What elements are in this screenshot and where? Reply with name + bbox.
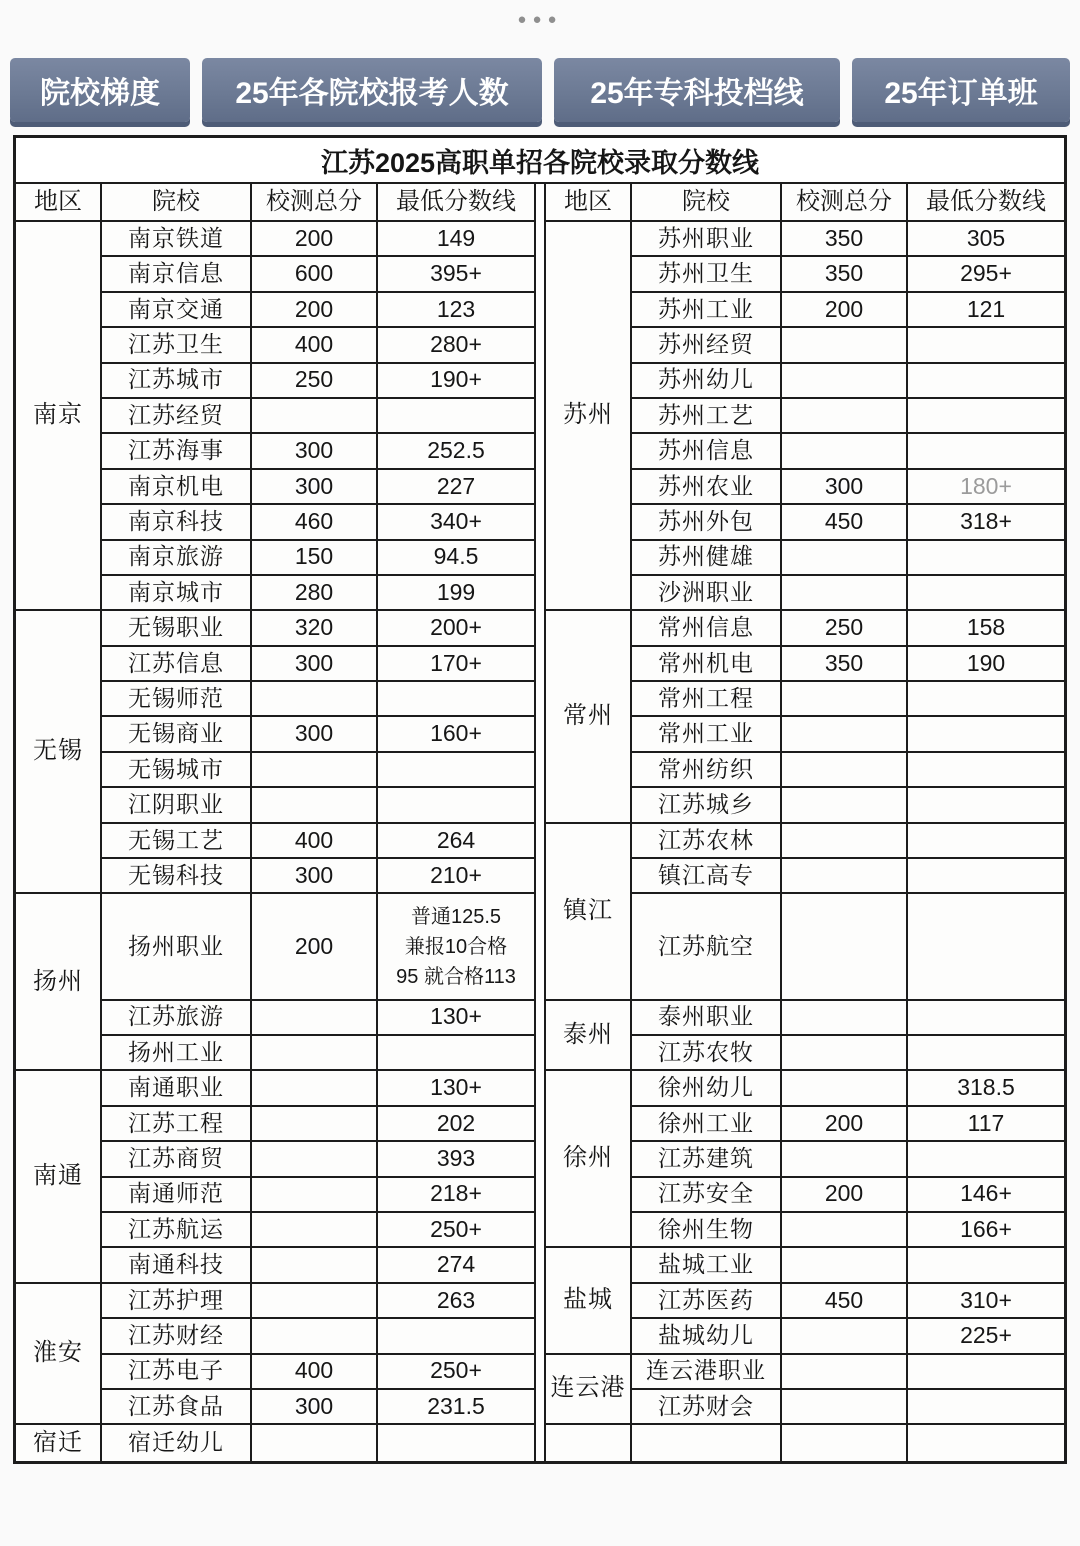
total-score-cell [252, 788, 378, 823]
total-score-cell [252, 1071, 378, 1106]
total-score-cell [782, 576, 908, 611]
column-header: 院校 [632, 184, 782, 222]
min-score-line: 兼报10合格 [404, 935, 508, 958]
min-score-cell [908, 1001, 1064, 1036]
total-score-cell [782, 541, 908, 576]
tab-vocational-admission-line-2025[interactable]: 25年专科投档线 [554, 58, 840, 122]
column-header: 校测总分 [782, 184, 908, 222]
region-cell: 盐城 [546, 1248, 632, 1354]
total-score-cell: 200 [252, 894, 378, 1000]
table-title: 江苏2025高职单招各院校录取分数线 [16, 138, 1064, 184]
school-cell: 江苏财会 [632, 1390, 782, 1425]
school-cell: 江苏农牧 [632, 1036, 782, 1071]
min-score-cell [908, 364, 1064, 399]
total-score-cell [782, 1213, 908, 1248]
min-score-cell [908, 717, 1064, 752]
table-left-half [16, 184, 536, 1461]
min-score-cell: 218+ [378, 1178, 534, 1213]
min-score-cell: 274 [378, 1248, 534, 1283]
school-cell: 徐州幼儿 [632, 1071, 782, 1106]
min-score-cell: 250+ [378, 1355, 534, 1390]
tab-school-gradient[interactable]: 院校梯度 [10, 58, 190, 122]
total-score-cell [252, 1178, 378, 1213]
total-score-cell [782, 1248, 908, 1283]
school-cell: 南京城市 [102, 576, 252, 611]
min-score-cell: 190+ [378, 364, 534, 399]
total-score-cell: 350 [782, 222, 908, 257]
total-score-cell [782, 894, 908, 1000]
min-score-cell [378, 894, 534, 1000]
min-score-cell: 393 [378, 1142, 534, 1177]
tab-applicant-counts-2025[interactable]: 25年各院校报考人数 [202, 58, 542, 122]
school-cell: 南通师范 [102, 1178, 252, 1213]
total-score-cell: 450 [782, 1284, 908, 1319]
school-cell: 江苏工程 [102, 1107, 252, 1142]
region-cell [546, 1425, 632, 1460]
min-score-cell: 130+ [378, 1071, 534, 1106]
total-score-cell: 300 [252, 434, 378, 469]
min-score-cell [908, 1425, 1064, 1460]
min-score-cell [378, 753, 534, 788]
total-score-cell: 320 [252, 611, 378, 646]
min-score-cell [378, 1036, 534, 1071]
school-cell: 江苏海事 [102, 434, 252, 469]
table-middle-divider [536, 184, 544, 1461]
school-cell: 南京铁道 [102, 222, 252, 257]
region-cell: 无锡 [16, 611, 102, 894]
school-cell: 苏州农业 [632, 470, 782, 505]
school-cell: 苏州工业 [632, 293, 782, 328]
min-score-cell [908, 682, 1064, 717]
min-score-cell: 252.5 [378, 434, 534, 469]
min-score-cell [908, 753, 1064, 788]
total-score-cell: 280 [252, 576, 378, 611]
total-score-cell: 200 [782, 1107, 908, 1142]
school-cell: 常州纺织 [632, 753, 782, 788]
total-score-cell [782, 1355, 908, 1390]
total-score-cell [252, 1284, 378, 1319]
school-cell: 常州信息 [632, 611, 782, 646]
school-cell: 江苏商贸 [102, 1142, 252, 1177]
total-score-cell [252, 1319, 378, 1354]
school-cell: 南京交通 [102, 293, 252, 328]
total-score-cell: 460 [252, 505, 378, 540]
min-score-cell [908, 894, 1064, 1000]
school-cell [632, 1425, 782, 1460]
table-right-half [544, 184, 1064, 1461]
min-score-cell: 94.5 [378, 541, 534, 576]
min-score-cell [908, 576, 1064, 611]
total-score-cell: 250 [782, 611, 908, 646]
school-cell: 江苏农林 [632, 824, 782, 859]
min-score-cell: 199 [378, 576, 534, 611]
total-score-cell [782, 717, 908, 752]
school-cell: 江苏信息 [102, 647, 252, 682]
school-cell: 徐州生物 [632, 1213, 782, 1248]
school-cell: 苏州幼儿 [632, 364, 782, 399]
min-score-cell: 146+ [908, 1178, 1064, 1213]
min-score-cell [908, 434, 1064, 469]
total-score-cell [252, 1425, 378, 1460]
total-score-cell: 350 [782, 257, 908, 292]
total-score-cell: 600 [252, 257, 378, 292]
min-score-cell: 340+ [378, 505, 534, 540]
min-score-cell [908, 1142, 1064, 1177]
total-score-cell [782, 682, 908, 717]
column-header: 地区 [16, 184, 102, 222]
min-score-cell: 210+ [378, 859, 534, 894]
school-cell: 苏州信息 [632, 434, 782, 469]
region-cell: 淮安 [16, 1284, 102, 1426]
min-score-cell [908, 859, 1064, 894]
region-cell: 南通 [16, 1071, 102, 1283]
min-score-cell: 149 [378, 222, 534, 257]
total-score-cell [782, 364, 908, 399]
total-score-cell [782, 1425, 908, 1460]
school-cell: 常州工程 [632, 682, 782, 717]
total-score-cell: 300 [252, 470, 378, 505]
school-cell: 盐城幼儿 [632, 1319, 782, 1354]
region-cell: 宿迁 [16, 1425, 102, 1460]
school-cell: 江苏航空 [632, 894, 782, 1000]
school-cell: 苏州健雄 [632, 541, 782, 576]
total-score-cell: 150 [252, 541, 378, 576]
tab-bar [10, 58, 1070, 122]
min-score-cell: 295+ [908, 257, 1064, 292]
total-score-cell: 350 [782, 647, 908, 682]
region-cell: 扬州 [16, 894, 102, 1071]
min-score-cell: 231.5 [378, 1390, 534, 1425]
total-score-cell [782, 1036, 908, 1071]
total-score-cell: 400 [252, 824, 378, 859]
school-cell: 泰州职业 [632, 1001, 782, 1036]
school-cell: 南通职业 [102, 1071, 252, 1106]
school-cell: 江苏护理 [102, 1284, 252, 1319]
total-score-cell [252, 1107, 378, 1142]
column-header: 最低分数线 [908, 184, 1064, 222]
min-score-cell [378, 682, 534, 717]
column-header: 地区 [546, 184, 632, 222]
min-score-cell [908, 1036, 1064, 1071]
min-score-cell: 318.5 [908, 1071, 1064, 1106]
school-cell: 苏州职业 [632, 222, 782, 257]
school-cell: 南通科技 [102, 1248, 252, 1283]
min-score-cell: 395+ [378, 257, 534, 292]
min-score-cell [908, 1248, 1064, 1283]
total-score-cell [782, 1142, 908, 1177]
min-score-cell [908, 1390, 1064, 1425]
school-cell: 江苏电子 [102, 1355, 252, 1390]
region-cell: 镇江 [546, 824, 632, 1001]
min-score-cell: 225+ [908, 1319, 1064, 1354]
school-cell: 江苏经贸 [102, 399, 252, 434]
region-cell: 泰州 [546, 1001, 632, 1072]
min-score-cell: 190 [908, 647, 1064, 682]
school-cell: 无锡科技 [102, 859, 252, 894]
total-score-cell [782, 1071, 908, 1106]
total-score-cell: 200 [252, 293, 378, 328]
school-cell: 江苏旅游 [102, 1001, 252, 1036]
region-cell: 苏州 [546, 222, 632, 611]
total-score-cell: 300 [782, 470, 908, 505]
school-cell: 南京信息 [102, 257, 252, 292]
min-score-cell [378, 788, 534, 823]
total-score-cell: 200 [782, 293, 908, 328]
region-cell: 南京 [16, 222, 102, 611]
school-cell: 南京科技 [102, 505, 252, 540]
min-score-line: 普通125.5 [410, 905, 502, 928]
total-score-cell: 300 [252, 717, 378, 752]
school-cell: 无锡商业 [102, 717, 252, 752]
total-score-cell [252, 399, 378, 434]
min-score-cell: 166+ [908, 1213, 1064, 1248]
total-score-cell [782, 824, 908, 859]
min-score-cell: 263 [378, 1284, 534, 1319]
total-score-cell [252, 1142, 378, 1177]
school-cell: 徐州工业 [632, 1107, 782, 1142]
region-cell: 常州 [546, 611, 632, 823]
tab-order-class-2025[interactable]: 25年订单班 [852, 58, 1070, 122]
min-score-cell [378, 1425, 534, 1460]
total-score-cell [252, 1248, 378, 1283]
school-cell: 南京机电 [102, 470, 252, 505]
min-score-cell: 227 [378, 470, 534, 505]
school-cell: 镇江高专 [632, 859, 782, 894]
min-score-cell: 160+ [378, 717, 534, 752]
school-cell: 无锡职业 [102, 611, 252, 646]
min-score-cell: 158 [908, 611, 1064, 646]
total-score-cell [252, 1036, 378, 1071]
total-score-cell [782, 1001, 908, 1036]
school-cell: 扬州职业 [102, 894, 252, 1000]
total-score-cell [782, 1319, 908, 1354]
school-cell: 南京旅游 [102, 541, 252, 576]
min-score-cell: 123 [378, 293, 534, 328]
min-score-cell: 180+ [908, 470, 1064, 505]
min-score-cell: 121 [908, 293, 1064, 328]
school-cell: 江苏城市 [102, 364, 252, 399]
min-score-cell: 202 [378, 1107, 534, 1142]
total-score-cell: 450 [782, 505, 908, 540]
min-score-cell: 117 [908, 1107, 1064, 1142]
min-score-cell [908, 1355, 1064, 1390]
region-cell: 连云港 [546, 1355, 632, 1426]
school-cell: 连云港职业 [632, 1355, 782, 1390]
total-score-cell [782, 753, 908, 788]
total-score-cell [782, 434, 908, 469]
school-cell: 宿迁幼儿 [102, 1425, 252, 1460]
total-score-cell: 200 [782, 1178, 908, 1213]
school-cell: 扬州工业 [102, 1036, 252, 1071]
school-cell: 沙洲职业 [632, 576, 782, 611]
school-cell: 江苏医药 [632, 1284, 782, 1319]
more-options-icon[interactable]: ●●● [517, 10, 563, 28]
school-cell: 苏州外包 [632, 505, 782, 540]
min-score-cell: 305 [908, 222, 1064, 257]
total-score-cell: 400 [252, 328, 378, 363]
min-score-cell: 200+ [378, 611, 534, 646]
school-cell: 盐城工业 [632, 1248, 782, 1283]
min-score-cell [908, 328, 1064, 363]
school-cell: 无锡城市 [102, 753, 252, 788]
total-score-cell [782, 788, 908, 823]
total-score-cell [252, 753, 378, 788]
total-score-cell: 200 [252, 222, 378, 257]
min-score-cell: 310+ [908, 1284, 1064, 1319]
min-score-cell: 318+ [908, 505, 1064, 540]
school-cell: 苏州经贸 [632, 328, 782, 363]
total-score-cell: 400 [252, 1355, 378, 1390]
school-cell: 江阴职业 [102, 788, 252, 823]
school-cell: 江苏安全 [632, 1178, 782, 1213]
school-cell: 江苏航运 [102, 1213, 252, 1248]
school-cell: 江苏城乡 [632, 788, 782, 823]
min-score-cell [378, 399, 534, 434]
total-score-cell: 300 [252, 1390, 378, 1425]
total-score-cell [252, 1213, 378, 1248]
total-score-cell: 300 [252, 859, 378, 894]
school-cell: 苏州卫生 [632, 257, 782, 292]
total-score-cell [252, 682, 378, 717]
min-score-cell [908, 788, 1064, 823]
total-score-cell [782, 859, 908, 894]
min-score-cell [908, 541, 1064, 576]
admission-scores-table [13, 135, 1067, 1464]
total-score-cell [782, 1390, 908, 1425]
total-score-cell: 300 [252, 647, 378, 682]
total-score-cell [252, 1001, 378, 1036]
min-score-cell: 280+ [378, 328, 534, 363]
school-cell: 苏州工艺 [632, 399, 782, 434]
school-cell: 常州工业 [632, 717, 782, 752]
column-header: 院校 [102, 184, 252, 222]
min-score-cell: 130+ [378, 1001, 534, 1036]
column-header: 最低分数线 [378, 184, 534, 222]
region-cell: 徐州 [546, 1071, 632, 1248]
school-cell: 江苏建筑 [632, 1142, 782, 1177]
min-score-cell [908, 399, 1064, 434]
min-score-cell [908, 824, 1064, 859]
total-score-cell [782, 399, 908, 434]
school-cell: 江苏财经 [102, 1319, 252, 1354]
column-header: 校测总分 [252, 184, 378, 222]
min-score-cell [378, 1319, 534, 1354]
min-score-cell: 170+ [378, 647, 534, 682]
school-cell: 无锡师范 [102, 682, 252, 717]
school-cell: 常州机电 [632, 647, 782, 682]
school-cell: 无锡工艺 [102, 824, 252, 859]
min-score-cell: 264 [378, 824, 534, 859]
school-cell: 江苏食品 [102, 1390, 252, 1425]
min-score-line: 95 就合格113 [396, 965, 516, 988]
total-score-cell [782, 328, 908, 363]
total-score-cell: 250 [252, 364, 378, 399]
school-cell: 江苏卫生 [102, 328, 252, 363]
min-score-cell: 250+ [378, 1213, 534, 1248]
